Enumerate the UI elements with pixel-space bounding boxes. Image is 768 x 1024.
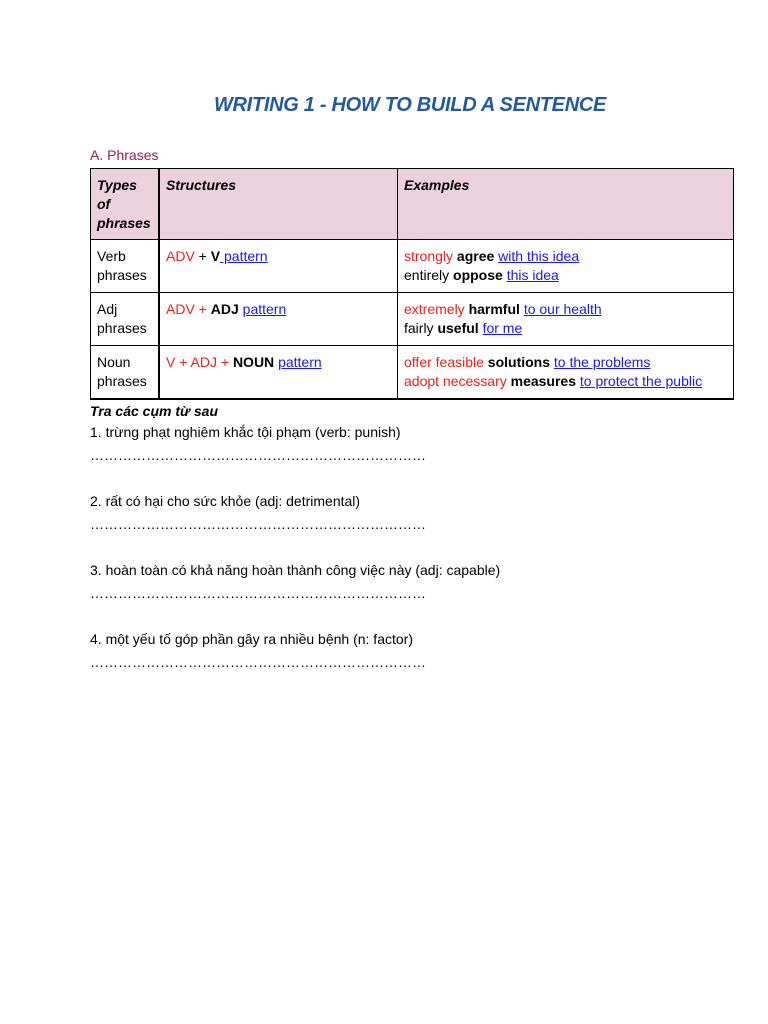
exercise-item [90,630,710,672]
answer-blank[interactable]: ……………………………………………………………… [90,516,426,532]
pattern-link-text: pattern [242,301,287,317]
pattern-link-text: pattern [278,354,322,370]
exercise-question: 2. rất có hại cho sức khỏe (adj: detrimental) [90,493,361,509]
exercise-list [90,423,710,672]
phrase-segment: adopt necessary [404,373,507,389]
table-header-row [91,169,734,240]
answer-blank[interactable]: ……………………………………………………………… [90,585,426,601]
phrase-segment: offer feasible [404,354,484,370]
header-types-of-phrases: Types of phrases [91,169,160,240]
example-line [404,300,727,319]
example-line [404,266,727,285]
exercise-section [90,402,710,699]
exercise-question: 1. trừng phạt nghiêm khắc tội phạm (verb: punish) [90,424,401,440]
table-body [91,240,734,400]
examples-cell [398,240,734,293]
exercise-item [90,492,710,534]
phrase-segment: agree [453,248,495,264]
pattern-link-text: to our health [523,301,602,317]
phrase-segment: fairly [404,320,438,336]
phrase-segment: harmful [464,301,520,317]
phrase-segment: entirely [404,267,454,283]
example-line [404,353,727,372]
table-row [91,240,734,293]
examples-cell [398,293,734,346]
answer-blank[interactable]: ……………………………………………………………… [90,447,426,463]
phrases-table [90,168,734,400]
phrase-segment: measures [506,373,577,389]
exercise-title: Tra các cụm từ sau [90,403,219,419]
pattern-link-text: to the problems [553,354,651,370]
structure-cell [159,346,398,400]
phrase-segment: NOUN [232,354,275,370]
phrase-segment: useful [437,320,479,336]
examples-cell [398,346,734,400]
phrase-segment: oppose [453,267,503,283]
table-row [91,346,734,400]
header-structures: Structures [159,169,398,240]
phrase-segment: extremely [404,301,465,317]
example-line [404,247,727,266]
exercise-item [90,423,710,465]
phrase-segment: + [194,248,211,264]
structure-cell [159,240,398,293]
phrase-segment: V + ADJ + [166,354,233,370]
section-heading-phrases: A. Phrases [90,147,159,163]
phrase-segment: strongly [404,248,454,264]
structure-cell [159,293,398,346]
pattern-link-text: with this idea [498,248,580,264]
example-line [404,319,727,338]
exercise-item [90,561,710,603]
header-examples: Examples [398,169,734,240]
pattern-link-text: pattern [220,248,268,264]
pattern-link-text: for me [482,320,523,336]
exercise-question: 3. hoàn toàn có khả năng hoàn thành công việc này (adj: capable) [90,562,501,578]
phrase-segment: V [210,248,221,264]
phrase-segment: ADJ [210,301,239,317]
pattern-link-text: to protect the public [579,373,703,389]
phrase-type-cell: Noun phrases [91,346,160,400]
phrase-segment: ADV [166,248,195,264]
example-line [404,372,727,391]
phrase-type-cell: Adj phrases [91,293,160,346]
phrase-type-cell: Verb phrases [91,240,160,293]
phrase-segment: solutions [483,354,551,370]
pattern-link-text: this idea [506,267,559,283]
answer-blank[interactable]: ……………………………………………………………… [90,654,426,670]
document-title: WRITING 1 - HOW TO BUILD A SENTENCE [213,94,607,116]
table-row [91,293,734,346]
exercise-question: 4. một yếu tố góp phần gây ra nhiều bệnh (n: factor) [90,631,413,647]
phrase-segment: ADV + [166,301,211,317]
